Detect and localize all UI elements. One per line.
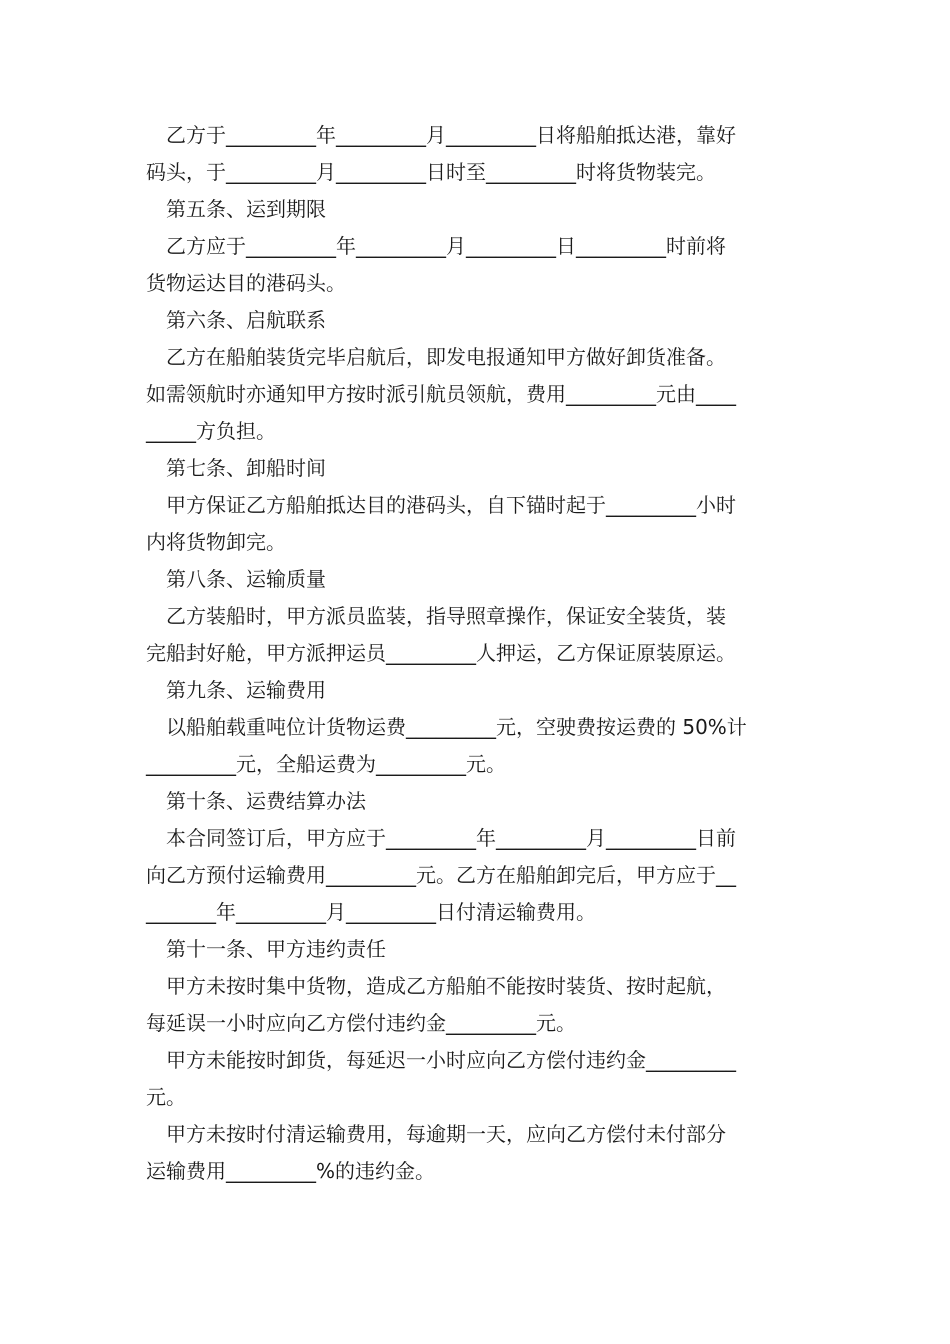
text-line: 向乙方预付运输费用_________元。乙方在船舶卸完后，甲方应于__	[146, 863, 736, 887]
text-line: 甲方未能按时卸货，每延迟一小时应向乙方偿付违约金_________	[166, 1048, 736, 1072]
text-line: 货物运达目的港码头。	[146, 271, 346, 295]
text-line: 甲方未按时付清运输费用，每逾期一天，应向乙方偿付未付部分	[166, 1122, 726, 1146]
text-line: 元。	[146, 1085, 186, 1109]
contract-body	[146, 117, 810, 1190]
section-heading: 第五条、运到期限	[166, 197, 326, 221]
section-heading: 第十一条、甲方违约责任	[166, 937, 386, 961]
text-line: 乙方于_________年_________月_________日将船舶抵达港，靠好	[166, 123, 736, 147]
text-line: 以船舶载重吨位计货物运费_________元，空驶费按运费的 50%计	[166, 715, 747, 739]
section-heading: 第十条、运费结算办法	[166, 789, 366, 813]
text-line: 码头，于_________月_________日时至_________时将货物装完。	[146, 160, 716, 184]
text-line: 如需领航时亦通知甲方按时派引航员领航，费用_________元由____	[146, 382, 736, 406]
text-line: _________元，全船运费为_________元。	[146, 752, 506, 776]
text-line: 完船封好舱，甲方派押运员_________人押运，乙方保证原装原运。	[146, 641, 736, 665]
text-line: 乙方装船时，甲方派员监装，指导照章操作，保证安全装货，装	[166, 604, 726, 628]
text-line: 本合同签订后，甲方应于_________年_________月_________日前	[166, 826, 736, 850]
text-line: 每延误一小时应向乙方偿付违约金_________元。	[146, 1011, 576, 1035]
text-line: 乙方在船舶装货完毕启航后，即发电报通知甲方做好卸货准备。	[166, 345, 726, 369]
text-line: _______年_________月_________日付清运输费用。	[146, 900, 596, 924]
text-line: 甲方保证乙方船舶抵达目的港码头，自下锚时起于_________小时	[166, 493, 736, 517]
section-heading: 第六条、启航联系	[166, 308, 326, 332]
text-line: 乙方应于_________年_________月_________日_________时前将	[166, 234, 726, 258]
section-heading: 第八条、运输质量	[166, 567, 326, 591]
text-line: _____方负担。	[146, 419, 276, 443]
text-line: 内将货物卸完。	[146, 530, 286, 554]
section-heading: 第七条、卸船时间	[166, 456, 326, 480]
text-line: 运输费用_________%的违约金。	[146, 1159, 436, 1183]
text-line: 甲方未按时集中货物，造成乙方船舶不能按时装货、按时起航，	[166, 974, 726, 998]
section-heading: 第九条、运输费用	[166, 678, 326, 702]
